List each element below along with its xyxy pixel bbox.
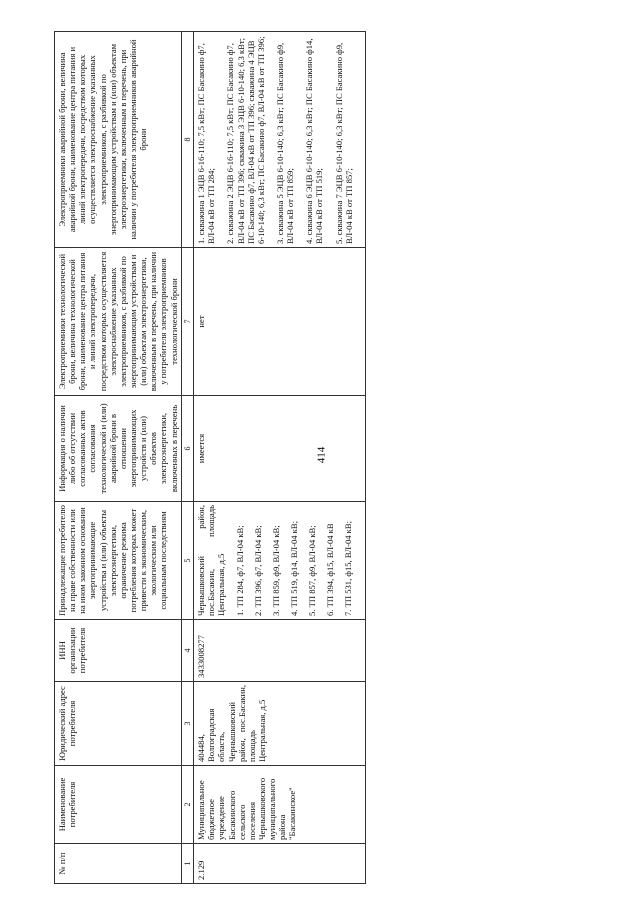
consumer-inn: 3433008277 [194, 620, 366, 682]
devices-cell [194, 502, 366, 620]
device-item: 3. ТП 859, ф9, ВЛ-04 кВ; [270, 525, 281, 616]
column-number: 6 [181, 396, 193, 502]
rotated-table-container [54, 32, 574, 884]
emergency-reserve-item: 1. скважина 1 ЭЦВ 6-16-110; 7,5 кВт; ПС Басакино ф7, ВЛ-04 кВ от ТП 284; [196, 43, 217, 244]
emergency-reserve-item: 5. скважина 7 ЭЦВ 6-10-140; 6,3 кВт; ПС Басакино ф9, ВЛ-04 кВ от ТП 857; [333, 42, 354, 244]
acts-status: имеется [194, 396, 366, 502]
table-row [194, 32, 366, 884]
header-cell-devices: Принадлежащие потребителю на праве собственности или на ином законном основании энергопринимающие устройства и (или) объекты электроэнергетики, ограничение режима потребления которых может привести к экономическим, экологическим или социальным последствиям [55, 502, 182, 620]
consumer-name: Муниципальное бюджетное учреждение Басакинского сельского поселения Чернышковского муниципального района "Басакинское" [194, 766, 366, 844]
header-cell-inn: ИНН организации потребителя [55, 620, 182, 682]
header-cell-num: № п/п [55, 844, 182, 884]
emergency-reserve-item: 2. скважина 2 ЭЦВ 6-16-110; 7,5 кВт; ПС Басакино ф7, ВЛ-04 кВ от ТП 396; скважина 3 ЭЦВ 6-10-140; 6,3 кВт; ПС Басакино ф7, ВЛ-04 кВ от ТП 396; скважина 4 ЭЦВ 6-10-140; 6,3 кВт; ПС Басакино ф7, ВЛ-04 кВ от ТП 396; [225, 36, 266, 244]
header-cell-acts: Информация о наличии либо об отсутствии согласованных актов согласования технологической и (или) аварийной брони в отношении энергопринимающих устройств и (или) объектов электроэнергетики, включенных в перечень [55, 396, 182, 502]
header-cell-tech-reserve: Электроприемники технологической брони, величина технологической брони, наименование центра питания и линий электропередачи, посредством которых осуществляется электроснабжение указанных электроприемников, с разбивкой по энергопринимающим устройствам и (или) объектам электроэнергетики, включенным в перечень, при наличии у потребителя электроприемников технологической брони [55, 248, 182, 396]
column-number-row [181, 32, 193, 884]
device-item: 4. ТП 519, ф14, ВЛ-04 кВ; [288, 521, 299, 616]
device-item: 5. ТП 857, ф9, ВЛ-04 кВ; [307, 525, 318, 616]
emergency-reserve-item: 3. скважина 5 ЭЦВ 6-10-140; 6,3 кВт; ПС Басакино ф9, ВЛ-04 кВ от ТП 859; [274, 42, 296, 244]
column-number: 7 [181, 248, 193, 396]
header-cell-address: Юридический адрес потребителя [55, 682, 182, 766]
column-number: 1 [181, 844, 193, 884]
header-cell-emergency-reserve: Электроприемники аварийной брони, величина аварийной брони, наименование центра питания и линий электропередачи, посредством которых осуществляется электроснабжение указанных электроприемников, с разбивкой по энергопринимающим устройствам и (или) объектам электроэнергетики, включенным в перечень, при наличии у потребителя электроприемников аварийной брони [55, 32, 182, 248]
consumer-reserve-table [54, 31, 366, 884]
device-location: Чернышковский район, пос.Басакин, площадь Центральная, д.5 [196, 505, 227, 616]
emergency-reserve-cell [194, 32, 366, 248]
column-number: 3 [181, 682, 193, 766]
header-cell-name: Наименование потребителя [55, 766, 182, 844]
column-number: 4 [181, 620, 193, 682]
column-number: 8 [181, 32, 193, 248]
consumer-address: 404484, Волгоградская область, Чернышковский район, пос.Басакин, площадь Центральная, д.5 [194, 682, 366, 766]
page-number: 414 [315, 446, 328, 464]
emergency-reserve-item: 4. скважина 6 ЭЦВ 6-10-140; 6,3 кВт; ПС Басакино ф14, ВЛ-04 кВ от ТП 519; [304, 38, 325, 244]
column-number: 5 [181, 502, 193, 620]
tech-reserve-value: нет [194, 248, 366, 396]
device-item: 2. ТП 396, ф7, ВЛ-04 кВ; [252, 525, 263, 616]
device-item: 1. ТП 284, ф7, ВЛ-04 кВ; [234, 525, 245, 616]
device-item: 7. ТП 531, ф15, ВЛ-04 кВ; [343, 521, 354, 616]
device-item: 6. ТП 394, ф15, ВЛ-04 кВ [325, 523, 336, 616]
table-header-row [55, 32, 182, 884]
row-number: 2.129 [194, 844, 366, 884]
column-number: 2 [181, 766, 193, 844]
